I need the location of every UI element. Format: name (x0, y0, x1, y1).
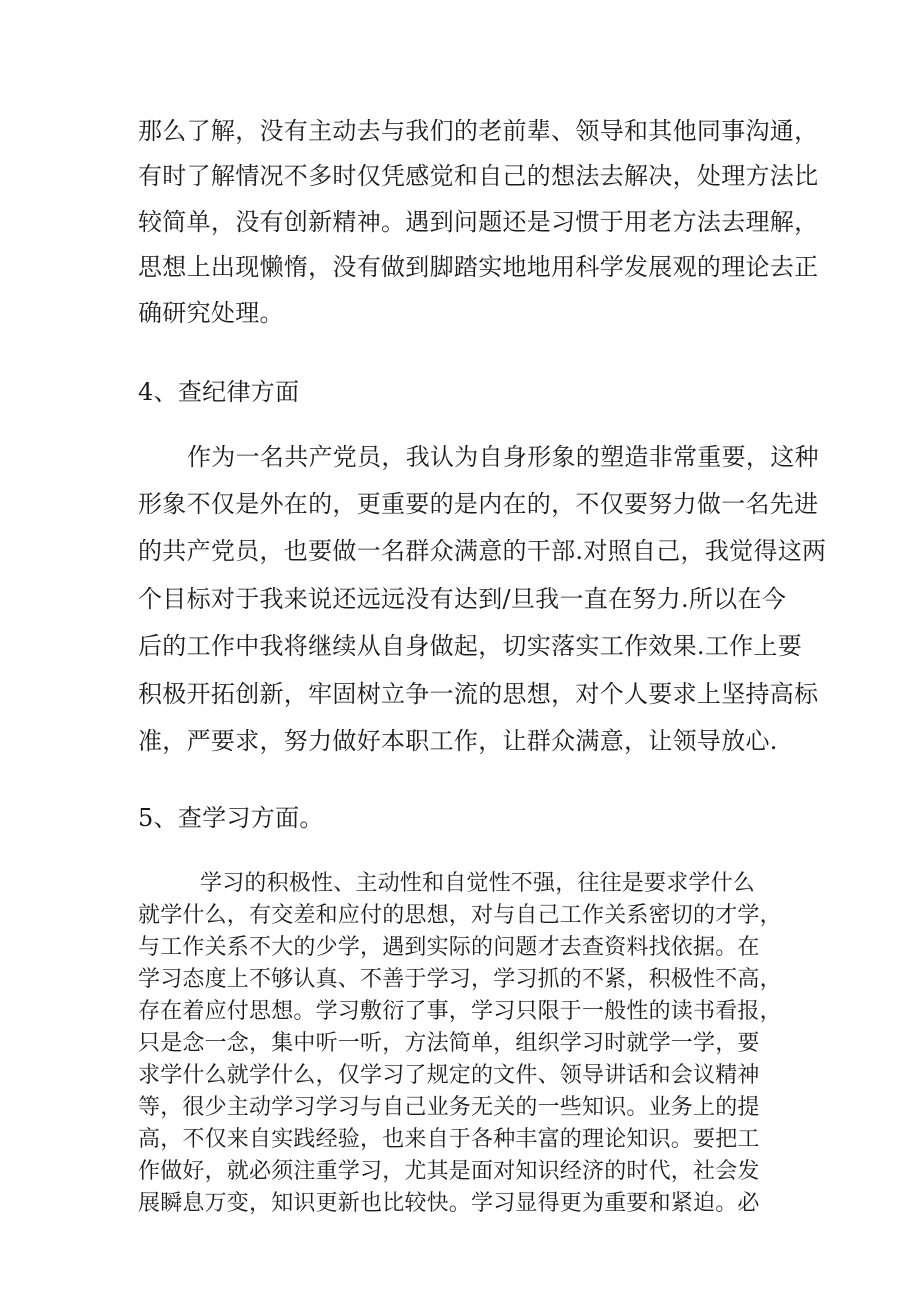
section-5-line-10: 作做好，就必须注重学习，尤其是面对知识经济的时代，社会发 (138, 1159, 760, 1184)
section-4-line-6: 积极开拓创新，牢固树立争一流的思想，对个人要求上坚持高标 (138, 680, 819, 708)
section-5-line-4: 学习态度上不够认真、不善于学习，学习抓的不紧，积极性不高， (138, 967, 782, 992)
section-4-line-1: 作为一名共产党员，我认为自身形象的塑造非常重要，这种 (187, 443, 819, 471)
section-4-heading: 4、查纪律方面 (138, 378, 300, 406)
section-4-line-2: 形象不仅是外在的，更重要的是内在的，不仅要努力做一名先进 (138, 490, 819, 518)
section-5-line-11: 展瞬息万变，知识更新也比较快。学习显得更为重要和紧迫。必 (138, 1191, 760, 1216)
section-5-line-7: 求学什么就学什么，仅学习了规定的文件、领导讲话和会议精神 (138, 1063, 760, 1088)
section-5-line-9: 高，不仅来自实践经验，也来自于各种丰富的理论知识。要把工 (138, 1127, 760, 1152)
paragraph-1-line-4: 思想上出现懒惰，没有做到脚踏实地地用科学发展观的理论去正 (138, 253, 819, 281)
section-5-heading: 5、查学习方面。 (138, 804, 324, 832)
section-4-line-3: 的共产党员，也要做一名群众满意的干部.对照自己，我觉得这两 (138, 537, 827, 565)
paragraph-1-line-3: 较简单，没有创新精神。遇到问题还是习惯于用老方法去理解， (138, 208, 819, 236)
section-5-line-5: 存在着应付思想。学习敷衍了事，学习只限于一般性的读书看报， (138, 999, 782, 1024)
section-5-line-1: 学习的积极性、主动性和自觉性不强，往往是要求学什么 (200, 871, 756, 896)
section-5-line-2: 就学什么，有交差和应付的思想，对与自己工作关系密切的才学， (138, 903, 782, 928)
section-5-line-8: 等，很少主动学习学习与自己业务无关的一些知识。业务上的提 (138, 1095, 760, 1120)
paragraph-1-line-1: 那么了解，没有主动去与我们的老前辈、领导和其他同事沟通， (138, 117, 819, 145)
section-5-line-6: 只是念一念，集中听一听，方法简单，组织学习时就学一学，要 (138, 1031, 760, 1056)
paragraph-1-line-2: 有时了解情况不多时仅凭感觉和自己的想法去解决，处理方法比 (138, 162, 819, 190)
section-4-line-5: 后的工作中我将继续从自身做起，切实落实工作效果.工作上要 (138, 632, 803, 660)
section-5-line-3: 与工作关系不大的少学，遇到实际的问题才去查资料找依据。在 (138, 935, 760, 960)
section-4-line-7: 准，严要求，努力做好本职工作，让群众满意，让领导放心. (138, 727, 778, 755)
paragraph-1-line-5: 确研究处理。 (138, 299, 284, 327)
section-4-line-4: 个目标对于我来说还远远没有达到/旦我一直在努力.所以在今 (138, 585, 787, 613)
